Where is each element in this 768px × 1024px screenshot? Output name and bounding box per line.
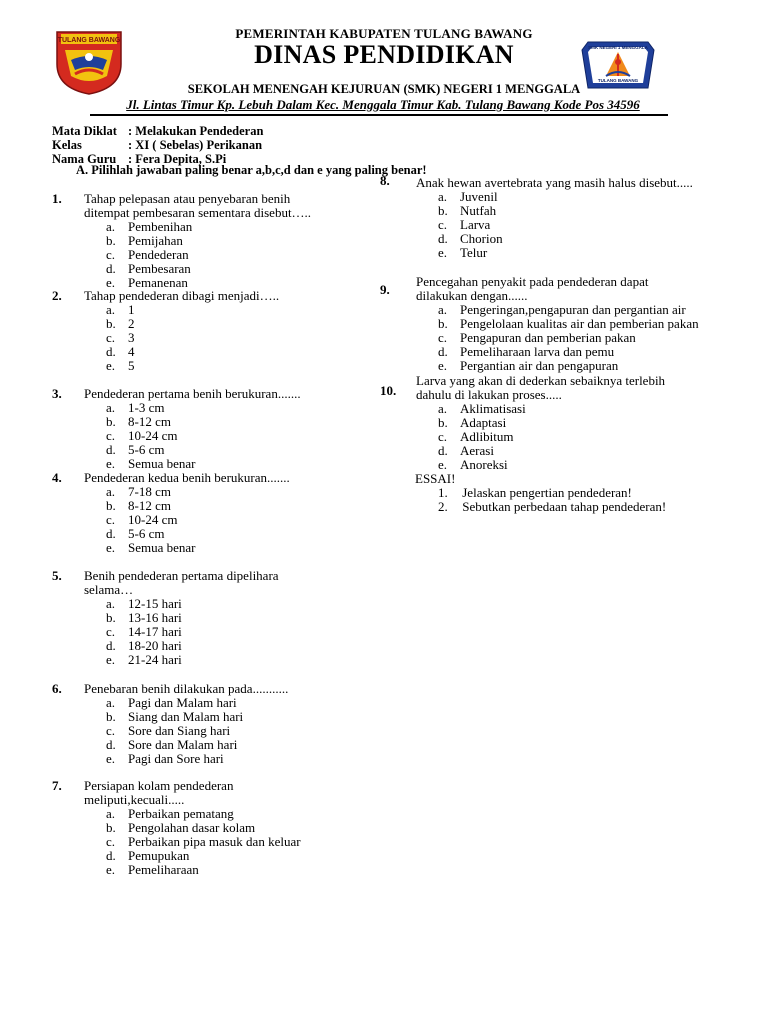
- option-text: 12-15 hari: [128, 596, 182, 611]
- option-text: Telur: [460, 245, 488, 260]
- option-text: Aklimatisasi: [460, 401, 526, 416]
- option-letter: b.: [106, 820, 116, 835]
- option-text: Pemeliharaan larva dan pemu: [460, 344, 615, 359]
- option-letter: d.: [106, 442, 116, 457]
- option-text: Juvenil: [460, 189, 498, 204]
- option-letter: c.: [106, 834, 116, 849]
- option-text: Pemupukan: [128, 848, 190, 863]
- option-letter: d.: [438, 443, 448, 458]
- option-letter: a.: [106, 219, 116, 234]
- option-letter: d.: [106, 737, 116, 752]
- option-text: Adaptasi: [460, 415, 507, 430]
- option-text: Pengolahan dasar kolam: [128, 820, 256, 835]
- option-letter: e.: [106, 456, 116, 471]
- option-letter: d.: [106, 526, 116, 541]
- logo-right-bottom-text: TULANG BAWANG: [597, 78, 639, 83]
- option-letter: c.: [438, 429, 448, 444]
- option-text: 5: [128, 358, 135, 373]
- option-letter: b.: [106, 709, 116, 724]
- answer-option: [106, 540, 196, 556]
- option-letter: a.: [106, 302, 116, 317]
- essay-item-text: Sebutkan perbedaan tahap pendederan!: [462, 499, 667, 514]
- option-text: Pembenihan: [128, 219, 193, 234]
- option-letter: e.: [106, 540, 116, 555]
- option-letter: a.: [106, 695, 116, 710]
- option-letter: b.: [106, 414, 116, 429]
- question-text: Pendederan kedua benih berukuran.......: [84, 470, 290, 485]
- option-text: 14-17 hari: [128, 624, 182, 639]
- option-text: Sore dan Siang hari: [128, 723, 231, 738]
- essay-title: ESSAI!: [415, 471, 456, 486]
- option-letter: c.: [438, 217, 448, 232]
- question-number: 4.: [52, 470, 62, 485]
- option-text: 5-6 cm: [128, 442, 165, 457]
- option-letter: d.: [106, 848, 116, 863]
- option-text: Semua benar: [128, 456, 196, 471]
- question-text: Tahap pelepasan atau penyebaran benih: [84, 191, 291, 206]
- option-letter: e.: [438, 358, 448, 373]
- option-letter: a.: [106, 596, 116, 611]
- option-letter: c.: [106, 428, 116, 443]
- option-letter: d.: [106, 344, 116, 359]
- question-number: 6.: [52, 681, 62, 696]
- option-text: 1: [128, 302, 135, 317]
- logo-left-text: TULANG BAWANG: [57, 37, 121, 44]
- option-text: Pembesaran: [128, 261, 191, 276]
- question-number: 9.: [380, 282, 390, 297]
- meta-teacher-value: : Fera Depita, S.Pi: [128, 152, 227, 166]
- option-text: Aerasi: [460, 443, 494, 458]
- header-department: DINAS PENDIDIKAN: [254, 40, 514, 69]
- option-letter: b.: [438, 203, 448, 218]
- option-letter: d.: [106, 261, 116, 276]
- option-text: Pemeliharaan: [128, 862, 199, 877]
- option-letter: a.: [106, 400, 116, 415]
- meta-class: [52, 138, 263, 152]
- header-school: SEKOLAH MENENGAH KEJURUAN (SMK) NEGERI 1 MENGGALA: [187, 82, 581, 96]
- option-text: 7-18 cm: [128, 484, 171, 499]
- essay-item-text: Jelaskan pengertian pendederan!: [462, 485, 632, 500]
- option-text: Pengapuran dan pemberian pakan: [460, 330, 636, 345]
- question-text: meliputi,kecuali.....: [84, 792, 185, 807]
- logo-right-top-text: SMK NEGERI 1 MENGGALA: [588, 45, 648, 50]
- header-government: PEMERINTAH KABUPATEN TULANG BAWANG: [235, 26, 533, 41]
- option-text: 13-16 hari: [128, 610, 182, 625]
- option-letter: a.: [438, 302, 448, 317]
- answer-option: [106, 862, 199, 878]
- option-text: 18-20 hari: [128, 638, 182, 653]
- option-text: 3: [128, 330, 135, 345]
- option-text: 10-24 cm: [128, 428, 178, 443]
- meta-subject-label: Mata Diklat: [52, 124, 117, 138]
- exam-meta: [52, 124, 264, 166]
- option-text: Anoreksi: [460, 457, 508, 472]
- option-letter: d.: [438, 231, 448, 246]
- option-text: 5-6 cm: [128, 526, 165, 541]
- question-number: 1.: [52, 191, 62, 206]
- question-text: Tahap pendederan dibagi menjadi…..: [84, 288, 280, 303]
- question-number: 10.: [380, 383, 397, 398]
- option-text: 4: [128, 344, 135, 359]
- option-letter: e.: [106, 358, 116, 373]
- option-letter: b.: [106, 498, 116, 513]
- option-text: Perbaikan pipa masuk dan keluar: [128, 834, 301, 849]
- option-letter: c.: [106, 512, 116, 527]
- question-text: selama…: [84, 582, 134, 597]
- question-number: 3.: [52, 386, 62, 401]
- option-text: 1-3 cm: [128, 400, 165, 415]
- question-text: dilakukan dengan......: [416, 288, 528, 303]
- option-letter: e.: [438, 245, 448, 260]
- option-text: Adlibitum: [460, 429, 514, 444]
- question-text: Persiapan kolam pendederan: [84, 778, 234, 793]
- answer-option: [438, 245, 487, 261]
- question-text: Larva yang akan di dederkan sebaiknya terlebih: [416, 373, 666, 388]
- answer-option: [438, 358, 618, 374]
- question-text: Pendederan pertama benih berukuran.......: [84, 386, 301, 401]
- essay-item: [438, 499, 666, 515]
- option-letter: e.: [438, 457, 448, 472]
- option-letter: c.: [106, 624, 116, 639]
- option-letter: b.: [438, 316, 448, 331]
- option-text: Pagi dan Sore hari: [128, 751, 224, 766]
- option-letter: b.: [106, 316, 116, 331]
- instruction: A. Pilihlah jawaban paling benar a,b,c,d dan e yang paling benar!: [76, 163, 427, 177]
- option-letter: b.: [106, 610, 116, 625]
- option-text: Chorion: [460, 231, 503, 246]
- option-text: Nutfah: [460, 203, 497, 218]
- option-text: Pengelolaan kualitas air dan pemberian pakan: [460, 316, 699, 331]
- meta-teacher-label: Nama Guru: [52, 152, 117, 166]
- question-text: Benih pendederan pertama dipelihara: [84, 568, 279, 583]
- option-text: Pagi dan Malam hari: [128, 695, 237, 710]
- header-divider: [90, 114, 668, 116]
- option-letter: e.: [106, 751, 116, 766]
- option-text: 10-24 cm: [128, 512, 178, 527]
- essay-item-number: 1.: [438, 485, 448, 500]
- option-text: Larva: [460, 217, 491, 232]
- option-letter: b.: [438, 415, 448, 430]
- option-letter: c.: [438, 330, 448, 345]
- option-letter: a.: [438, 401, 448, 416]
- answer-option: [106, 652, 182, 668]
- option-text: 8-12 cm: [128, 498, 171, 513]
- question-number: 5.: [52, 568, 62, 583]
- option-text: Sore dan Malam hari: [128, 737, 238, 752]
- question-text: Anak hewan avertebrata yang masih halus disebut.....: [416, 175, 693, 190]
- essay-item-number: 2.: [438, 499, 448, 514]
- question-text: Pencegahan penyakit pada pendederan dapat: [416, 274, 649, 289]
- question-text: dahulu di lakukan proses.....: [416, 387, 562, 402]
- option-text: Pemanenan: [128, 275, 188, 290]
- meta-class-value: : XI ( Sebelas) Perikanan: [128, 138, 263, 152]
- option-letter: e.: [106, 862, 116, 877]
- option-text: Pemijahan: [128, 233, 183, 248]
- question-number: 2.: [52, 288, 62, 303]
- option-text: 8-12 cm: [128, 414, 171, 429]
- meta-class-label: Kelas: [52, 138, 82, 152]
- option-text: Pergantian air dan pengapuran: [460, 358, 619, 373]
- option-letter: c.: [106, 723, 116, 738]
- option-letter: d.: [106, 638, 116, 653]
- option-letter: c.: [106, 330, 116, 345]
- question-number: 8.: [380, 173, 390, 188]
- question-text: ditempat pembesaran sementara disebut…..: [84, 205, 312, 220]
- option-text: Siang dan Malam hari: [128, 709, 244, 724]
- option-letter: e.: [106, 275, 116, 290]
- meta-subject: [52, 124, 264, 138]
- meta-subject-value: : Melakukan Pendederan: [128, 124, 264, 138]
- option-letter: b.: [106, 233, 116, 248]
- question-number: 7.: [52, 778, 62, 793]
- option-text: Pendederan: [128, 247, 189, 262]
- option-letter: d.: [438, 344, 448, 359]
- answer-option: [106, 358, 135, 374]
- option-letter: a.: [438, 189, 448, 204]
- answer-option: [106, 751, 224, 767]
- option-text: Perbaikan pematang: [128, 806, 234, 821]
- option-text: Semua benar: [128, 540, 196, 555]
- option-letter: c.: [106, 247, 116, 262]
- option-letter: a.: [106, 484, 116, 499]
- option-text: Pengeringan,pengapuran dan pergantian air: [460, 302, 686, 317]
- option-letter: a.: [106, 806, 116, 821]
- option-text: 2: [128, 316, 135, 331]
- header-address: Jl. Lintas Timur Kp. Lebuh Dalam Kec. Menggala Timur Kab. Tulang Bawang Kode Pos 34596: [126, 97, 640, 112]
- question-text: Penebaran benih dilakukan pada...........: [84, 681, 289, 696]
- option-text: 21-24 hari: [128, 652, 182, 667]
- option-letter: e.: [106, 652, 116, 667]
